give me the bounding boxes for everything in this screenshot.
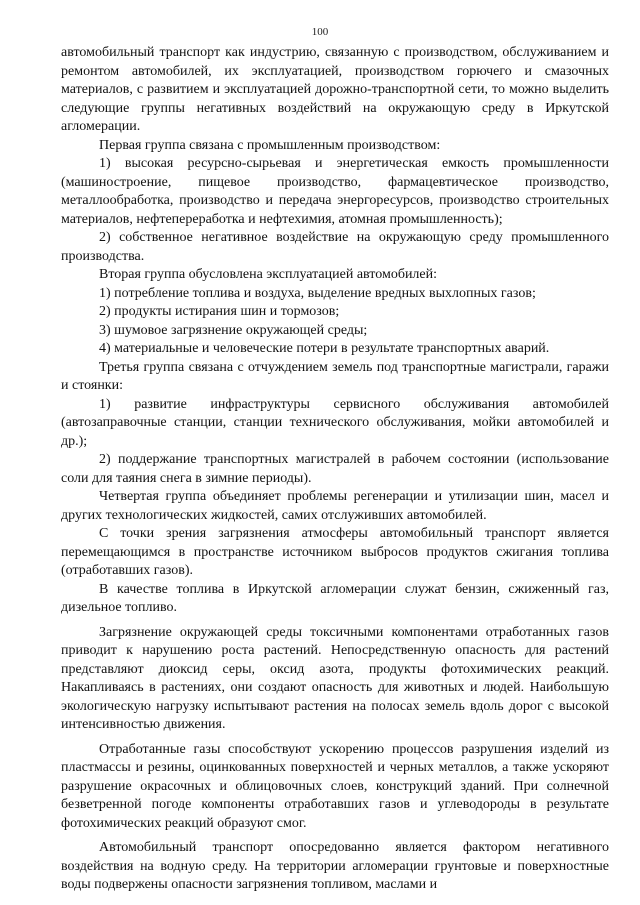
paragraph-group-1-heading: Первая группа связана с промышленным производством: [99,137,441,153]
paragraph-group-2-heading: Вторая группа обусловлена эксплуатацией автомобилей: [99,267,438,282]
paragraph-water-impact: Автомобильный транспорт опосредованно является фактором негативного воздействия на водную среду. На территории агломерации грунтовые и поверхностные воды подвержены опасности загрязнения топливом, маслами и [61,840,609,892]
paragraph-atmosphere: С точки зрения загрязнения атмосферы автомобильный транспорт является перемещающимся в пространстве источником выбросов продуктов сжигания топлива (отработавших газов). [61,526,609,578]
paragraph-group-3-heading: Третья группа связана с отчуждением земель под транспортные магистрали, гаражи и стоянки: [61,359,609,393]
paragraph-group-3-item-2: 2) поддержание транспортных магистралей в рабочем состоянии (использование соли для таяния снега в зимние периоды). [61,452,609,486]
paragraph-plant-damage: Загрязнение окружающей среды токсичными компонентами отработанных газов приводит к нарушению роста растений. Непосредственную опасность для растений представляют диоксид серы, оксид азота, продукты фотохимических реакций. Накапливаясь в растениях, они создают опасность для животных и людей. Наибольшую экологическую нагрузку испытывают растения на полосах земель вдоль дорог с высокой интенсивностью движения. [61,624,609,732]
paragraph-group-4: Четвертая группа объединяет проблемы регенерации и утилизации шин, масел и других технологических жидкостей, самих отслуживших автомобилей. [61,489,609,523]
page-number: 100 [311,26,329,38]
body-text [61,44,609,895]
paragraph-group-1-item-2: 2) собственное негативное воздействие на окружающую среду промышленного производства. [61,230,609,264]
paragraph-material-corrosion: Отработанные газы способствуют ускорению процессов разрушения изделий из пластмассы и резины, оцинкованных поверхностей и черных металлов, а также ускоряют разрушение окрасочных и облицовочных слоев, конструкций зданий. При солнечной безветренной погоде компоненты отработавших газов и углеводороды в результате фотохимических реакций образуют смог. [61,741,609,831]
paragraph-group-2-item-1: 1) потребление топлива и воздуха, выделение вредных выхлопных газов; [99,285,536,301]
paragraph-fuel-types: В качестве топлива в Иркутской агломерации служат бензин, сжиженный газ, дизельное топливо. [61,581,609,615]
paragraph-group-1-item-1: 1) высокая ресурсно-сырьевая и энергетическая емкость промышленности (машиностроение, пищевое производство, фармацевтическое производство, металлообработка, производство и передача энергоресурсов, производство строительных материалов, нефтепереработка и нефтехимия, атомная промышленность); [61,156,609,227]
paragraph-group-2-item-3: 3) шумовое загрязнение окружающей среды; [99,322,368,338]
paragraph-group-2-item-2: 2) продукты истирания шин и тормозов; [99,304,340,319]
paragraph-group-3-item-1: 1) развитие инфраструктуры сервисного обслуживания автомобилей (автозаправочные станции, станции технического обслуживания, мойки автомобилей и др.); [61,396,609,449]
paragraph-group-2-item-4: 4) материальные и человеческие потери в результате транспортных аварий. [99,341,550,356]
paragraph-intro-continuation: автомобильный транспорт как индустрию, связанную с производством, обслуживанием и ремонтом автомобилей, их эксплуатацией, производством горючего и смазочных материалов, с развитием и эксплуатацией дорожно-транспортной сети, то можно выделить следующие группы негативных воздействий на окружающую среду в Иркутской агломерации. [61,45,609,134]
